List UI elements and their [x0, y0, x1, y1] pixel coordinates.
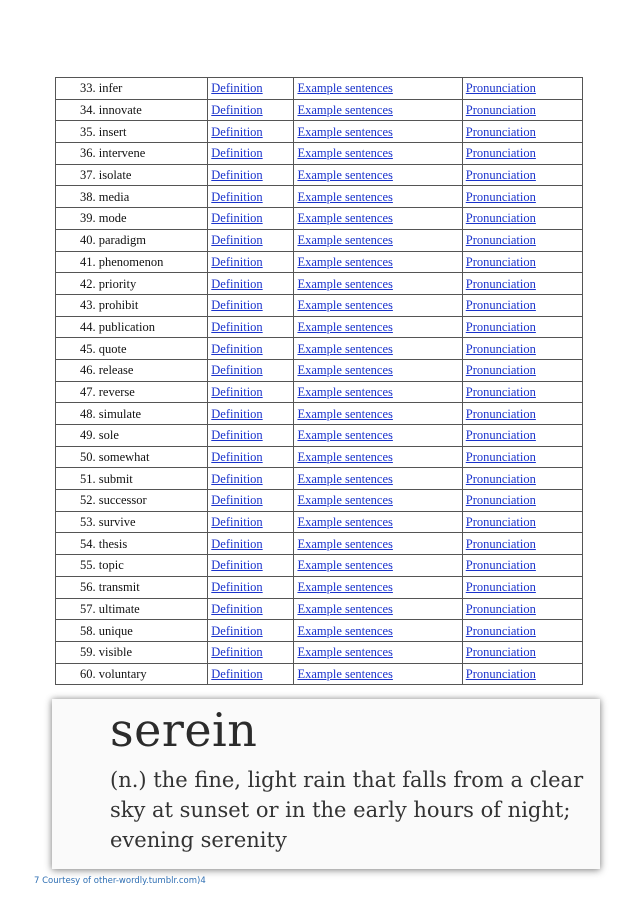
table-row	[56, 99, 583, 121]
definition-link[interactable]: Definition	[211, 363, 263, 378]
example-sentences-link[interactable]: Example sentences	[297, 341, 393, 356]
example-sentences-link[interactable]: Example sentences	[297, 450, 393, 465]
example-sentences-link-cell	[294, 186, 462, 208]
vocab-word: 37. isolate	[56, 164, 208, 186]
pronunciation-link[interactable]: Pronunciation	[465, 124, 536, 139]
definition-link[interactable]: Definition	[211, 645, 263, 660]
table-row	[56, 316, 583, 338]
definition-link[interactable]: Definition	[211, 515, 263, 530]
example-sentences-link-cell	[294, 576, 462, 598]
definition-link-cell	[208, 381, 294, 403]
vocab-word: 42. priority	[56, 273, 208, 295]
definition-link-cell	[208, 251, 294, 273]
vocab-word: 53. survive	[56, 511, 208, 533]
table-row	[56, 208, 583, 230]
example-sentences-link-cell	[294, 121, 462, 143]
example-sentences-link[interactable]: Example sentences	[297, 276, 393, 291]
example-sentences-link[interactable]: Example sentences	[297, 363, 393, 378]
table-row	[56, 359, 583, 381]
pronunciation-link[interactable]: Pronunciation	[465, 558, 536, 573]
definition-link-cell	[208, 641, 294, 663]
definition-link[interactable]: Definition	[211, 536, 263, 551]
example-sentences-link[interactable]: Example sentences	[297, 233, 393, 248]
pronunciation-link[interactable]: Pronunciation	[465, 428, 536, 443]
table-row	[56, 381, 583, 403]
definition-link[interactable]: Definition	[211, 211, 263, 226]
definition-link-cell	[208, 294, 294, 316]
example-sentences-link[interactable]: Example sentences	[297, 189, 393, 204]
pronunciation-link[interactable]: Pronunciation	[465, 623, 536, 638]
vocab-word: 43. prohibit	[56, 294, 208, 316]
vocab-word: 59. visible	[56, 641, 208, 663]
pronunciation-link-cell	[462, 316, 582, 338]
definition-link[interactable]: Definition	[211, 623, 263, 638]
definition-link-cell	[208, 598, 294, 620]
pronunciation-link-cell	[462, 555, 582, 577]
definition-link-cell	[208, 511, 294, 533]
example-sentences-link[interactable]: Example sentences	[297, 211, 393, 226]
table-row	[56, 620, 583, 642]
example-sentences-link-cell	[294, 425, 462, 447]
example-sentences-link[interactable]: Example sentences	[297, 515, 393, 530]
pronunciation-link[interactable]: Pronunciation	[465, 276, 536, 291]
example-sentences-link[interactable]: Example sentences	[297, 81, 393, 96]
example-sentences-link[interactable]: Example sentences	[297, 103, 393, 118]
pronunciation-link[interactable]: Pronunciation	[465, 233, 536, 248]
table-row	[56, 576, 583, 598]
definition-link-cell	[208, 468, 294, 490]
example-sentences-link-cell	[294, 164, 462, 186]
table-row	[56, 164, 583, 186]
vocab-word: 47. reverse	[56, 381, 208, 403]
vocab-word: 50. somewhat	[56, 446, 208, 468]
table-row	[56, 229, 583, 251]
example-sentences-link[interactable]: Example sentences	[297, 536, 393, 551]
definition-link-cell	[208, 425, 294, 447]
pronunciation-link-cell	[462, 533, 582, 555]
pronunciation-link[interactable]: Pronunciation	[465, 189, 536, 204]
definition-link[interactable]: Definition	[211, 103, 263, 118]
pronunciation-link-cell	[462, 468, 582, 490]
example-sentences-link-cell	[294, 143, 462, 165]
pronunciation-link[interactable]: Pronunciation	[465, 601, 536, 616]
vocab-word: 45. quote	[56, 338, 208, 360]
table-row	[56, 598, 583, 620]
vocab-word: 55. topic	[56, 555, 208, 577]
table-row	[56, 78, 583, 100]
pronunciation-link-cell	[462, 576, 582, 598]
example-sentences-link[interactable]: Example sentences	[297, 493, 393, 508]
pronunciation-link-cell	[462, 164, 582, 186]
vocab-word: 52. successor	[56, 490, 208, 512]
vocab-word: 46. release	[56, 359, 208, 381]
example-sentences-link-cell	[294, 273, 462, 295]
example-sentences-link[interactable]: Example sentences	[297, 666, 393, 681]
example-sentences-link[interactable]: Example sentences	[297, 298, 393, 313]
pronunciation-link-cell	[462, 99, 582, 121]
pronunciation-link-cell	[462, 403, 582, 425]
definition-link-cell	[208, 121, 294, 143]
vocab-word: 51. submit	[56, 468, 208, 490]
example-sentences-link-cell	[294, 208, 462, 230]
footer-credit: 7 Courtesy of other-wordly.tumblr.com)4	[34, 876, 206, 886]
pronunciation-link[interactable]: Pronunciation	[465, 450, 536, 465]
pronunciation-link-cell	[462, 446, 582, 468]
pronunciation-link-cell	[462, 425, 582, 447]
definition-link-cell	[208, 663, 294, 685]
pronunciation-link[interactable]: Pronunciation	[465, 645, 536, 660]
example-sentences-link-cell	[294, 446, 462, 468]
table-row	[56, 490, 583, 512]
pronunciation-link-cell	[462, 359, 582, 381]
definition-link[interactable]: Definition	[211, 319, 263, 334]
definition-link[interactable]: Definition	[211, 384, 263, 399]
table-row	[56, 403, 583, 425]
pronunciation-link[interactable]: Pronunciation	[465, 493, 536, 508]
pronunciation-link-cell	[462, 208, 582, 230]
pronunciation-link[interactable]: Pronunciation	[465, 168, 536, 183]
definition-link-cell	[208, 403, 294, 425]
example-sentences-link[interactable]: Example sentences	[297, 319, 393, 334]
table-row	[56, 641, 583, 663]
table-row	[56, 186, 583, 208]
table-row	[56, 294, 583, 316]
table-row	[56, 663, 583, 685]
example-sentences-link-cell	[294, 381, 462, 403]
definition-link-cell	[208, 229, 294, 251]
definition-link[interactable]: Definition	[211, 81, 263, 96]
table-row	[56, 121, 583, 143]
definition-link-cell	[208, 78, 294, 100]
pronunciation-link[interactable]: Pronunciation	[465, 471, 536, 486]
definition-link-cell	[208, 533, 294, 555]
pronunciation-link[interactable]: Pronunciation	[465, 515, 536, 530]
example-sentences-link-cell	[294, 490, 462, 512]
definition-link[interactable]: Definition	[211, 666, 263, 681]
word-card-definition: (n.) the fine, light rain that falls from a clear sky at sunset or in the early hours of night; evening serenity	[110, 768, 584, 852]
table-row	[56, 273, 583, 295]
example-sentences-link-cell	[294, 533, 462, 555]
definition-link-cell	[208, 555, 294, 577]
example-sentences-link-cell	[294, 468, 462, 490]
definition-link[interactable]: Definition	[211, 406, 263, 421]
vocabulary-table	[55, 77, 583, 685]
definition-link-cell	[208, 576, 294, 598]
pronunciation-link[interactable]: Pronunciation	[465, 384, 536, 399]
example-sentences-link-cell	[294, 663, 462, 685]
definition-link-cell	[208, 446, 294, 468]
pronunciation-link[interactable]: Pronunciation	[465, 363, 536, 378]
example-sentences-link-cell	[294, 641, 462, 663]
pronunciation-link-cell	[462, 641, 582, 663]
example-sentences-link-cell	[294, 598, 462, 620]
pronunciation-link[interactable]: Pronunciation	[465, 536, 536, 551]
table-row	[56, 555, 583, 577]
example-sentences-link[interactable]: Example sentences	[297, 124, 393, 139]
vocab-word: 40. paradigm	[56, 229, 208, 251]
example-sentences-link-cell	[294, 620, 462, 642]
example-sentences-link[interactable]: Example sentences	[297, 168, 393, 183]
example-sentences-link-cell	[294, 338, 462, 360]
definition-link-cell	[208, 164, 294, 186]
example-sentences-link-cell	[294, 294, 462, 316]
definition-link[interactable]: Definition	[211, 276, 263, 291]
example-sentences-link-cell	[294, 359, 462, 381]
table-row	[56, 468, 583, 490]
example-sentences-link[interactable]: Example sentences	[297, 254, 393, 269]
pronunciation-link-cell	[462, 490, 582, 512]
example-sentences-link-cell	[294, 316, 462, 338]
definition-link[interactable]: Definition	[211, 146, 263, 161]
table-row	[56, 338, 583, 360]
table-row	[56, 425, 583, 447]
vocab-word: 57. ultimate	[56, 598, 208, 620]
definition-link-cell	[208, 99, 294, 121]
definition-link[interactable]: Definition	[211, 493, 263, 508]
pronunciation-link[interactable]: Pronunciation	[465, 341, 536, 356]
pronunciation-link-cell	[462, 251, 582, 273]
vocab-word: 38. media	[56, 186, 208, 208]
definition-link[interactable]: Definition	[211, 601, 263, 616]
example-sentences-link-cell	[294, 78, 462, 100]
pronunciation-link-cell	[462, 273, 582, 295]
vocabulary-table-body	[56, 78, 583, 685]
example-sentences-link[interactable]: Example sentences	[297, 428, 393, 443]
definition-link[interactable]: Definition	[211, 341, 263, 356]
table-row	[56, 533, 583, 555]
pronunciation-link-cell	[462, 186, 582, 208]
vocab-word: 56. transmit	[56, 576, 208, 598]
example-sentences-link-cell	[294, 251, 462, 273]
definition-link[interactable]: Definition	[211, 471, 263, 486]
word-card-term: serein	[110, 703, 258, 757]
pronunciation-link-cell	[462, 121, 582, 143]
definition-link-cell	[208, 186, 294, 208]
pronunciation-link[interactable]: Pronunciation	[465, 580, 536, 595]
vocab-word: 39. mode	[56, 208, 208, 230]
definition-link[interactable]: Definition	[211, 428, 263, 443]
pronunciation-link[interactable]: Pronunciation	[465, 146, 536, 161]
example-sentences-link[interactable]: Example sentences	[297, 384, 393, 399]
vocab-word: 33. infer	[56, 78, 208, 100]
pronunciation-link[interactable]: Pronunciation	[465, 254, 536, 269]
definition-link-cell	[208, 620, 294, 642]
definition-link[interactable]: Definition	[211, 254, 263, 269]
example-sentences-link[interactable]: Example sentences	[297, 558, 393, 573]
pronunciation-link[interactable]: Pronunciation	[465, 211, 536, 226]
pronunciation-link-cell	[462, 294, 582, 316]
pronunciation-link-cell	[462, 338, 582, 360]
definition-link[interactable]: Definition	[211, 168, 263, 183]
example-sentences-link-cell	[294, 99, 462, 121]
example-sentences-link[interactable]: Example sentences	[297, 406, 393, 421]
vocab-word: 48. simulate	[56, 403, 208, 425]
pronunciation-link-cell	[462, 381, 582, 403]
pronunciation-link-cell	[462, 598, 582, 620]
definition-link[interactable]: Definition	[211, 558, 263, 573]
pronunciation-link-cell	[462, 143, 582, 165]
definition-link[interactable]: Definition	[211, 580, 263, 595]
example-sentences-link[interactable]: Example sentences	[297, 471, 393, 486]
vocab-word: 35. insert	[56, 121, 208, 143]
definition-link-cell	[208, 143, 294, 165]
definition-link[interactable]: Definition	[211, 450, 263, 465]
definition-link-cell	[208, 359, 294, 381]
pronunciation-link[interactable]: Pronunciation	[465, 298, 536, 313]
vocab-word: 49. sole	[56, 425, 208, 447]
definition-link-cell	[208, 273, 294, 295]
table-row	[56, 143, 583, 165]
definition-link-cell	[208, 316, 294, 338]
pronunciation-link-cell	[462, 663, 582, 685]
example-sentences-link[interactable]: Example sentences	[297, 623, 393, 638]
pronunciation-link-cell	[462, 620, 582, 642]
word-card-image	[52, 699, 600, 869]
definition-link-cell	[208, 208, 294, 230]
vocab-word: 60. voluntary	[56, 663, 208, 685]
example-sentences-link-cell	[294, 555, 462, 577]
example-sentences-link-cell	[294, 229, 462, 251]
definition-link-cell	[208, 490, 294, 512]
vocab-word: 34. innovate	[56, 99, 208, 121]
pronunciation-link[interactable]: Pronunciation	[465, 103, 536, 118]
pronunciation-link-cell	[462, 78, 582, 100]
example-sentences-link[interactable]: Example sentences	[297, 645, 393, 660]
pronunciation-link[interactable]: Pronunciation	[465, 319, 536, 334]
pronunciation-link[interactable]: Pronunciation	[465, 406, 536, 421]
pronunciation-link[interactable]: Pronunciation	[465, 81, 536, 96]
pronunciation-link[interactable]: Pronunciation	[465, 666, 536, 681]
vocab-word: 58. unique	[56, 620, 208, 642]
vocab-word: 36. intervene	[56, 143, 208, 165]
definition-link[interactable]: Definition	[211, 233, 263, 248]
pronunciation-link-cell	[462, 229, 582, 251]
example-sentences-link-cell	[294, 511, 462, 533]
example-sentences-link[interactable]: Example sentences	[297, 601, 393, 616]
definition-link[interactable]: Definition	[211, 189, 263, 204]
definition-link-cell	[208, 338, 294, 360]
example-sentences-link[interactable]: Example sentences	[297, 146, 393, 161]
table-row	[56, 446, 583, 468]
vocab-word: 54. thesis	[56, 533, 208, 555]
example-sentences-link-cell	[294, 403, 462, 425]
table-row	[56, 251, 583, 273]
pronunciation-link-cell	[462, 511, 582, 533]
example-sentences-link[interactable]: Example sentences	[297, 580, 393, 595]
definition-link[interactable]: Definition	[211, 298, 263, 313]
table-row	[56, 511, 583, 533]
definition-link[interactable]: Definition	[211, 124, 263, 139]
vocab-word: 44. publication	[56, 316, 208, 338]
vocab-word: 41. phenomenon	[56, 251, 208, 273]
